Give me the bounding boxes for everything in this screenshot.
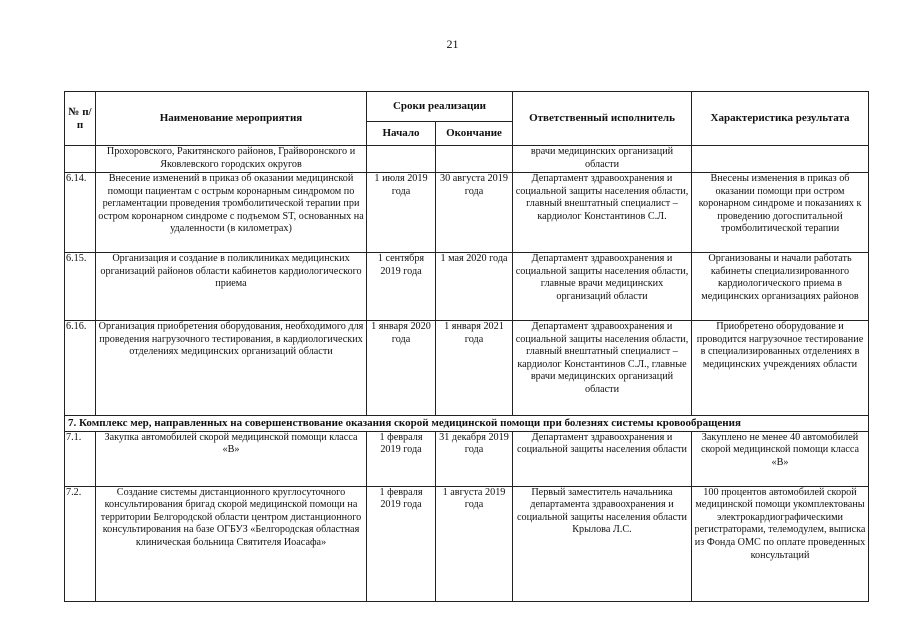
row-result: Организованы и начали работать кабинеты специализированного кардиологического приема в медицинских организациях районов <box>692 253 869 321</box>
row-end: 30 августа 2019 года <box>436 173 513 253</box>
row-end <box>436 146 513 173</box>
row-num: 6.16. <box>65 321 96 416</box>
table-row <box>65 431 869 486</box>
row-name: Закупка автомобилей скорой медицинской помощи класса «В» <box>96 431 367 486</box>
row-num: 6.15. <box>65 253 96 321</box>
row-name: Создание системы дистанционного круглосуточного консультирования бригад скорой медицинской помощи на территории Белгородской области центром дистанционного консультирования на базе ОГБУЗ «Белгородская областная клиническая больница Святителя Иоасафа» <box>96 486 367 601</box>
row-result: Внесены изменения в приказ об оказании помощи при остром коронарном синдроме и показаниях к проведению догоспитальной тромболитической терапии <box>692 173 869 253</box>
section-heading: 7. Комплекс мер, направленных на совершенствование оказания скорой медицинской помощи при болезнях системы кровообращения <box>65 416 869 432</box>
row-result: Закуплено не менее 40 автомобилей скорой медицинской помощи класса «В» <box>692 431 869 486</box>
header-terms: Сроки реализации <box>367 92 513 122</box>
page-number: 21 <box>446 37 459 51</box>
row-executor: Департамент здравоохранения и социальной защиты населения области, главный внештатный специалист – кардиолог Константинов С.Л. <box>513 173 692 253</box>
row-num: 6.14. <box>65 173 96 253</box>
table-row <box>65 321 869 416</box>
row-start: 1 января 2020 года <box>367 321 436 416</box>
row-name: Прохоровского, Ракитянского районов, Грайворонского и Яковлевского городских округов <box>96 146 367 173</box>
row-name: Организация приобретения оборудования, необходимого для проведения нагрузочного тестирования, в кардиологических отделениях медицинских организаций области <box>96 321 367 416</box>
header-end: Окончание <box>436 122 513 146</box>
row-result: 100 процентов автомобилей скорой медицинской помощи укомплектованы электрокардиографическими регистраторами, телемодулем, выписка из Фонда ОМС по оплате проведенных консультаций <box>692 486 869 601</box>
header-num: № п/п <box>65 92 96 146</box>
header-name: Наименование мероприятия <box>96 92 367 146</box>
table-row <box>65 173 869 253</box>
table-row <box>65 253 869 321</box>
row-end: 31 декабря 2019 года <box>436 431 513 486</box>
row-end: 1 января 2021 года <box>436 321 513 416</box>
measures-table <box>64 91 869 602</box>
row-start: 1 февраля 2019 года <box>367 486 436 601</box>
header-result: Характеристика результата <box>692 92 869 146</box>
row-start <box>367 146 436 173</box>
row-result <box>692 146 869 173</box>
header-start: Начало <box>367 122 436 146</box>
row-executor: Департамент здравоохранения и социальной защиты населения области, главный внештатный специалист – кардиолог Константинов С.Л., главные врачи медицинских организаций области <box>513 321 692 416</box>
row-executor: врачи медицинских организаций области <box>513 146 692 173</box>
row-num <box>65 146 96 173</box>
header-executor: Ответственный исполнитель <box>513 92 692 146</box>
row-start: 1 сентября 2019 года <box>367 253 436 321</box>
row-end: 1 августа 2019 года <box>436 486 513 601</box>
row-executor: Департамент здравоохранения и социальной защиты населения области <box>513 431 692 486</box>
row-name: Внесение изменений в приказ об оказании медицинской помощи пациентам с острым коронарным синдромом по регламентации проведения тромболитической терапии при остром коронарном синдроме с подъемом ST, основанных на удаленности (в километрах) <box>96 173 367 253</box>
row-num: 7.1. <box>65 431 96 486</box>
table-row <box>65 146 869 173</box>
row-num: 7.2. <box>65 486 96 601</box>
row-start: 1 июля 2019 года <box>367 173 436 253</box>
section-row <box>65 416 869 432</box>
table-row <box>65 486 869 601</box>
row-executor: Первый заместитель начальника департамента здравоохранения и социальной защиты населения области Крылова Л.С. <box>513 486 692 601</box>
row-start: 1 февраля 2019 года <box>367 431 436 486</box>
row-result: Приобретено оборудование и проводится нагрузочное тестирование в специализированных отделениях в медицинских учреждениях области <box>692 321 869 416</box>
row-executor: Департамент здравоохранения и социальной защиты населения области, главные врачи медицинских организаций области <box>513 253 692 321</box>
row-end: 1 мая 2020 года <box>436 253 513 321</box>
row-name: Организация и создание в поликлиниках медицинских организаций районов области кабинетов кардиологического приема <box>96 253 367 321</box>
